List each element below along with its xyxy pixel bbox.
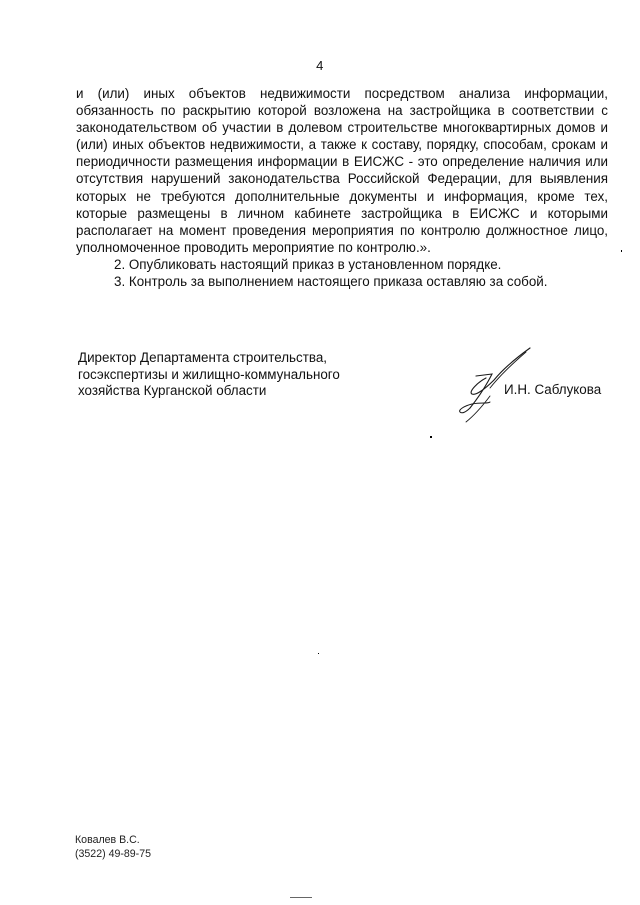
scan-speck	[318, 653, 319, 654]
document-body	[76, 85, 608, 290]
body-paragraph-continued: и (или) иных объектов недвижимости посредством анализа информации, обязанность по раскрытию которой возложена на застройщика в соответствии с законодательством об участии в долевом строительстве многоквартирных домов и (или) иных объектов недвижимости, а также к составу, порядку, способам, срокам и периодичности размещения информации в ЕИСЖС - это определение наличия или отсутствия нарушений законодательства Российской Федерации, для выявления которых не требуются дополнительные документы и информация, кроме тех, которые размещены в личном кабинете застройщика в ЕИСЖС и которыми располагает на момент проведения мероприятия по контролю должностное лицо, уполномоченное проводить мероприятие по контролю.».	[76, 86, 608, 255]
page-number: 4	[316, 58, 324, 73]
item-3-control: 3. Контроль за выполнением настоящего приказа оставляю за собой.	[114, 274, 548, 290]
scan-speck	[290, 897, 312, 898]
position-line-3: хозяйства Курганской области	[78, 383, 267, 398]
executor-phone: (3522) 49-89-75	[75, 848, 151, 860]
signer-name: И.Н. Саблукова	[504, 382, 602, 397]
executor-info	[75, 833, 151, 861]
position-line-2: госэкспертизы и жилищно-коммунального	[78, 366, 340, 382]
scan-speck	[621, 250, 622, 252]
scan-speck	[430, 436, 432, 438]
signatory-position	[78, 350, 340, 400]
executor-name: Ковалев В.С.	[75, 834, 140, 846]
position-line-1: Директор Департамента строительства,	[78, 350, 327, 365]
item-2-publish: 2. Опубликовать настоящий приказ в установленном порядке.	[114, 256, 502, 272]
